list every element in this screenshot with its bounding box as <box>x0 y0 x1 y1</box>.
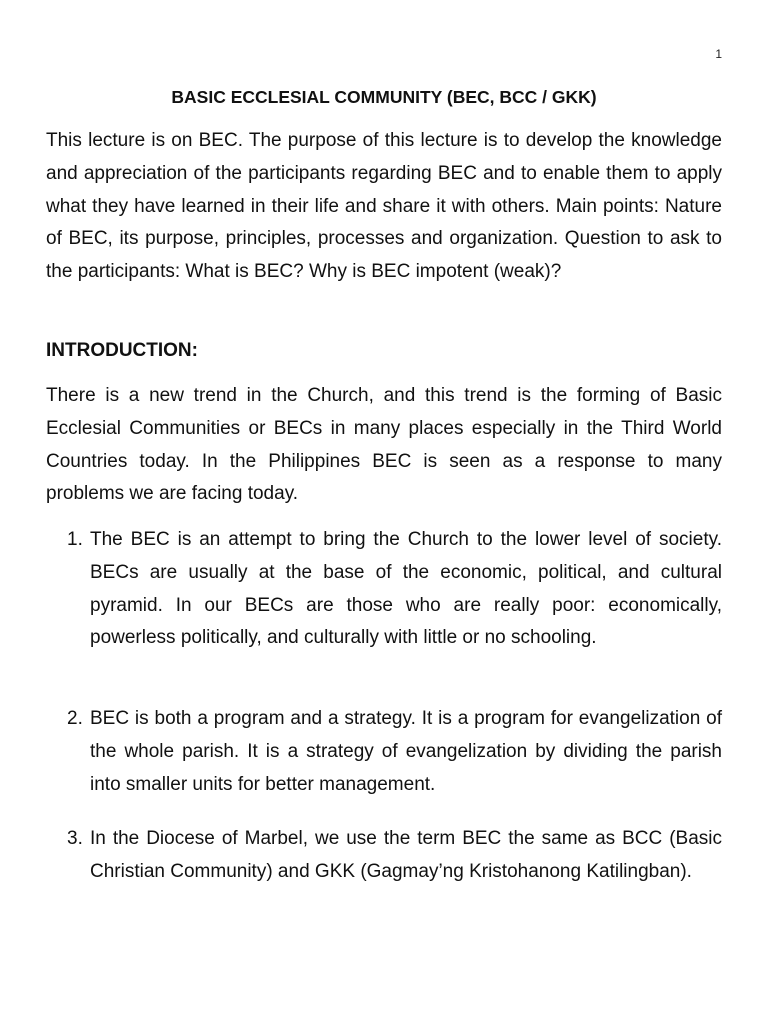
list-item-text: BEC is both a program and a strategy. It is a program for evangelization of the whole parish. It is a strategy of evangelization by dividing the parish into smaller units for better management. <box>90 708 722 795</box>
list-item-text: The BEC is an attempt to bring the Church to the lower level of society. BECs are usually at the base of the economic, political, and cultural pyramid. In our BECs are those who are really poor: economically, powerless politically, and culturally with little or no schooling. <box>90 529 722 649</box>
introduction-paragraph: There is a new trend in the Church, and this trend is the forming of Basic Ecclesial Communities or BECs in many places especially in the Third World Countries today. In the Philippines BEC is seen as a response to many problems we are facing today. <box>46 385 722 505</box>
list-item-number: 2. <box>67 708 83 729</box>
list-item-number: 1. <box>67 529 83 550</box>
intro-paragraph: This lecture is on BEC. The purpose of this lecture is to develop the knowledge and appreciation of the participants regarding BEC and to enable them to apply what they have learned in their life and share it with others. Main points: Nature of BEC, its purpose, principles, processes and organization. Question to ask to the participants: What is BEC? Why is BEC impotent (weak)? <box>46 130 722 283</box>
page-number: 1 <box>715 47 722 61</box>
list-item-number: 3. <box>67 828 83 849</box>
document-title: BASIC ECCLESIAL COMMUNITY (BEC, BCC / GKK) <box>171 87 597 107</box>
section-heading: INTRODUCTION: <box>46 340 198 361</box>
list-item-text: In the Diocese of Marbel, we use the term BEC the same as BCC (Basic Christian Community) and GKK (Gagmay’ng Kristohanong Katilingban). <box>90 828 722 882</box>
